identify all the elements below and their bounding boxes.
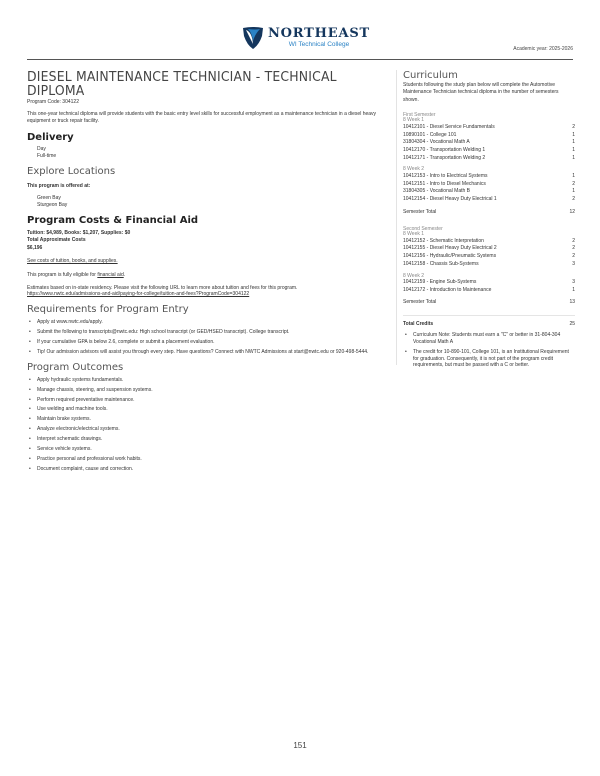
semester-total-value: 12 xyxy=(569,208,575,215)
requirement-item: • Apply at www.nwtc.edu/apply. xyxy=(27,319,389,326)
delivery-heading: Delivery xyxy=(27,131,74,143)
curriculum-note: • The credit for 10-890-101, College 101, is an Institutional Requirement for graduation. Consequently, it is not part of the program credit requirements, but must be passed with a C or better. xyxy=(403,349,575,369)
logo-name: NORTHEAST xyxy=(268,26,370,41)
cost-breakdown: Tuition: $4,989, Books: $1,207, Supplies: $0 xyxy=(27,229,131,236)
outcome-item: • Analyze electronic/electrical systems. xyxy=(27,426,389,433)
outcome-item: • Apply hydraulic systems fundamentals. xyxy=(27,377,389,384)
semester-name: Second Semester xyxy=(403,225,443,232)
course-title: 10412155 - Diesel Heavy Duty Electrical 2 xyxy=(403,245,497,252)
logo-subtitle: WI Technical College xyxy=(288,41,350,48)
delivery-list xyxy=(27,146,389,160)
course-row xyxy=(403,139,575,147)
outcome-item: • Perform required preventative maintenance. xyxy=(27,397,389,404)
semester-total-value: 13 xyxy=(569,299,575,306)
course-title: 10412151 - Intro to Diesel Mechanics xyxy=(403,180,486,187)
column-divider xyxy=(396,70,397,365)
delivery-item: Day xyxy=(37,145,46,152)
course-row xyxy=(403,188,575,196)
outcome-item: • Maintain brake systems. xyxy=(27,416,389,423)
curriculum-heading: Curriculum xyxy=(403,70,458,81)
course-row xyxy=(403,238,575,246)
course-row xyxy=(403,261,575,269)
program-details xyxy=(27,70,389,476)
course-credits: 1 xyxy=(572,154,575,161)
course-credits: 1 xyxy=(572,139,575,146)
course-row xyxy=(403,196,575,204)
semester-total-label: Semester Total xyxy=(403,208,437,215)
course-row xyxy=(403,287,575,295)
course-row xyxy=(403,181,575,189)
course-credits: 2 xyxy=(572,180,575,187)
course-row xyxy=(403,279,575,287)
course-credits: 3 xyxy=(572,260,575,267)
total-cost: $6,196 xyxy=(27,244,43,251)
program-description: This one-year technical diploma will provide students with the basic entry level skills for successful employment as a maintenance technician in a diesel heavy equipment or truck repair facility. xyxy=(27,111,377,125)
aid-text-end: . xyxy=(123,271,126,278)
delivery-item: Full-time xyxy=(37,152,57,159)
outcome-item: • Manage chassis, steering, and suspension systems. xyxy=(27,387,389,394)
semester-total-row xyxy=(403,209,575,215)
course-title: 31804305 - Vocational Math B xyxy=(403,188,470,195)
outcome-item: • Document complaint, cause and correction. xyxy=(27,466,389,473)
outcome-item: • Interpret schematic drawings. xyxy=(27,436,389,443)
page-title: DIESEL MAINTENANCE TECHNICIAN - TECHNICAL DIPLOMA xyxy=(27,69,337,99)
course-credits: 1 xyxy=(572,188,575,195)
course-row xyxy=(403,253,575,261)
requirements-heading: Requirements for Program Entry xyxy=(27,303,189,315)
location-item: Green Bay xyxy=(37,194,61,201)
course-credits: 2 xyxy=(572,253,575,260)
estimates-text: Estimates based on in-state residency. Please visit the following URL to learn more about tuition and fees for this program. xyxy=(27,284,298,291)
course-credits: 1 xyxy=(572,286,575,293)
semester-total-row xyxy=(403,299,575,305)
location-item: Sturgeon Bay xyxy=(37,201,68,208)
financial-aid-link[interactable]: financial aid xyxy=(97,271,124,278)
course-title: 10412156 - Hydraulic/Pneumatic Systems xyxy=(403,253,497,260)
costs-heading: Program Costs & Financial Aid xyxy=(27,214,199,226)
course-credits: 2 xyxy=(572,237,575,244)
course-credits: 2 xyxy=(572,123,575,130)
course-credits: 2 xyxy=(572,245,575,252)
total-credits-row xyxy=(403,315,575,327)
semester-list xyxy=(403,113,575,306)
page-number: 151 xyxy=(293,741,307,750)
requirements-list xyxy=(27,319,389,356)
academic-year: Academic year: 2025-2026 xyxy=(513,46,573,52)
course-title: 10412101 - Diesel Service Fundamentals xyxy=(403,123,495,130)
course-title: 10412172 - Introduction to Maintenance xyxy=(403,286,492,293)
course-row xyxy=(403,147,575,155)
course-title: 10412159 - Engine Sub-Systems xyxy=(403,279,477,286)
term-block-name: 8 Week 2 xyxy=(403,166,425,173)
term-block-name: 8 Week 1 xyxy=(403,231,425,238)
course-title: 10412170 - Transportation Welding 1 xyxy=(403,147,486,153)
course-row xyxy=(403,173,575,181)
total-credits-value: 25 xyxy=(569,321,575,328)
curriculum-intro: Students following the study plan below will complete the Automotive Maintenance Technician technical diploma in the number of semesters shown. xyxy=(403,82,559,103)
locations-heading: Explore Locations xyxy=(27,165,116,177)
course-row xyxy=(403,245,575,253)
tuition-url-link[interactable]: https://www.nwtc.edu/admissions-and-aid/paying-for-college/tuition-and-fees?ProgramCode=304122 xyxy=(27,291,250,298)
curriculum-panel xyxy=(403,70,575,372)
curriculum-notes xyxy=(403,332,575,368)
course-credits: 1 xyxy=(572,147,575,153)
course-credits: 1 xyxy=(572,131,575,138)
locations-list xyxy=(27,195,389,209)
outcomes-heading: Program Outcomes xyxy=(27,361,124,373)
course-title: 10412158 - Chassis Sub-Systems xyxy=(403,260,479,267)
aid-text: This program is fully eligible for xyxy=(27,271,98,278)
course-row xyxy=(403,124,575,132)
course-row xyxy=(403,132,575,140)
requirement-item: • If your cumulative GPA is below 2.6, complete or submit a placement evaluation. xyxy=(27,339,389,346)
costs-link[interactable]: See costs of tuition, books, and supplies. xyxy=(27,258,118,265)
course-title: 10412152 - Schematic Interpretation xyxy=(403,237,484,244)
curriculum-note: • Curriculum Note: Students must earn a "C" or better in 31-804-304 Vocational Math A xyxy=(403,332,575,345)
outcome-item: • Practice personal and professional work habits. xyxy=(27,456,389,463)
outcome-item: • Service vehicle systems. xyxy=(27,446,389,453)
semester-total-label: Semester Total xyxy=(403,299,437,306)
course-credits: 3 xyxy=(572,279,575,286)
header-divider xyxy=(27,59,573,60)
course-title: 31804304 - Vocational Math A xyxy=(403,139,470,146)
term-block-name: 8 Week 2 xyxy=(403,272,425,279)
total-credits-label: Total Credits xyxy=(403,321,434,328)
total-cost-label: Total Approximate Costs xyxy=(27,237,86,244)
course-credits: 2 xyxy=(572,196,575,203)
outcome-item: • Use welding and machine tools. xyxy=(27,406,389,413)
course-title: 10412153 - Intro to Electrical Systems xyxy=(403,172,488,179)
requirement-item: • Tip! Our admission advisors will assist you through every step. Have questions? Connect with NWTC Admissions at start@nwtc.edu or 920-498-5444. xyxy=(27,349,389,356)
college-logo xyxy=(242,26,370,50)
shield-icon xyxy=(242,26,264,50)
outcomes-list xyxy=(27,377,389,473)
course-title: 10412154 - Diesel Heavy Duty Electrical 1 xyxy=(403,196,497,203)
term-block-name: 8 Week 1 xyxy=(403,117,425,124)
program-code: Program Code: 304122 xyxy=(27,99,79,105)
semester-name: First Semester xyxy=(403,111,436,118)
course-title: 10412171 - Transportation Welding 2 xyxy=(403,154,486,161)
course-credits: 1 xyxy=(572,172,575,179)
requirement-item: • Submit the following to transcripts@nwtc.edu: High school transcript (or GED/HSED transcript). College transcript. xyxy=(27,329,389,336)
course-row xyxy=(403,155,575,163)
locations-intro: This program is offered at: xyxy=(27,182,91,189)
course-title: 10890101 - College 101 xyxy=(403,131,457,138)
